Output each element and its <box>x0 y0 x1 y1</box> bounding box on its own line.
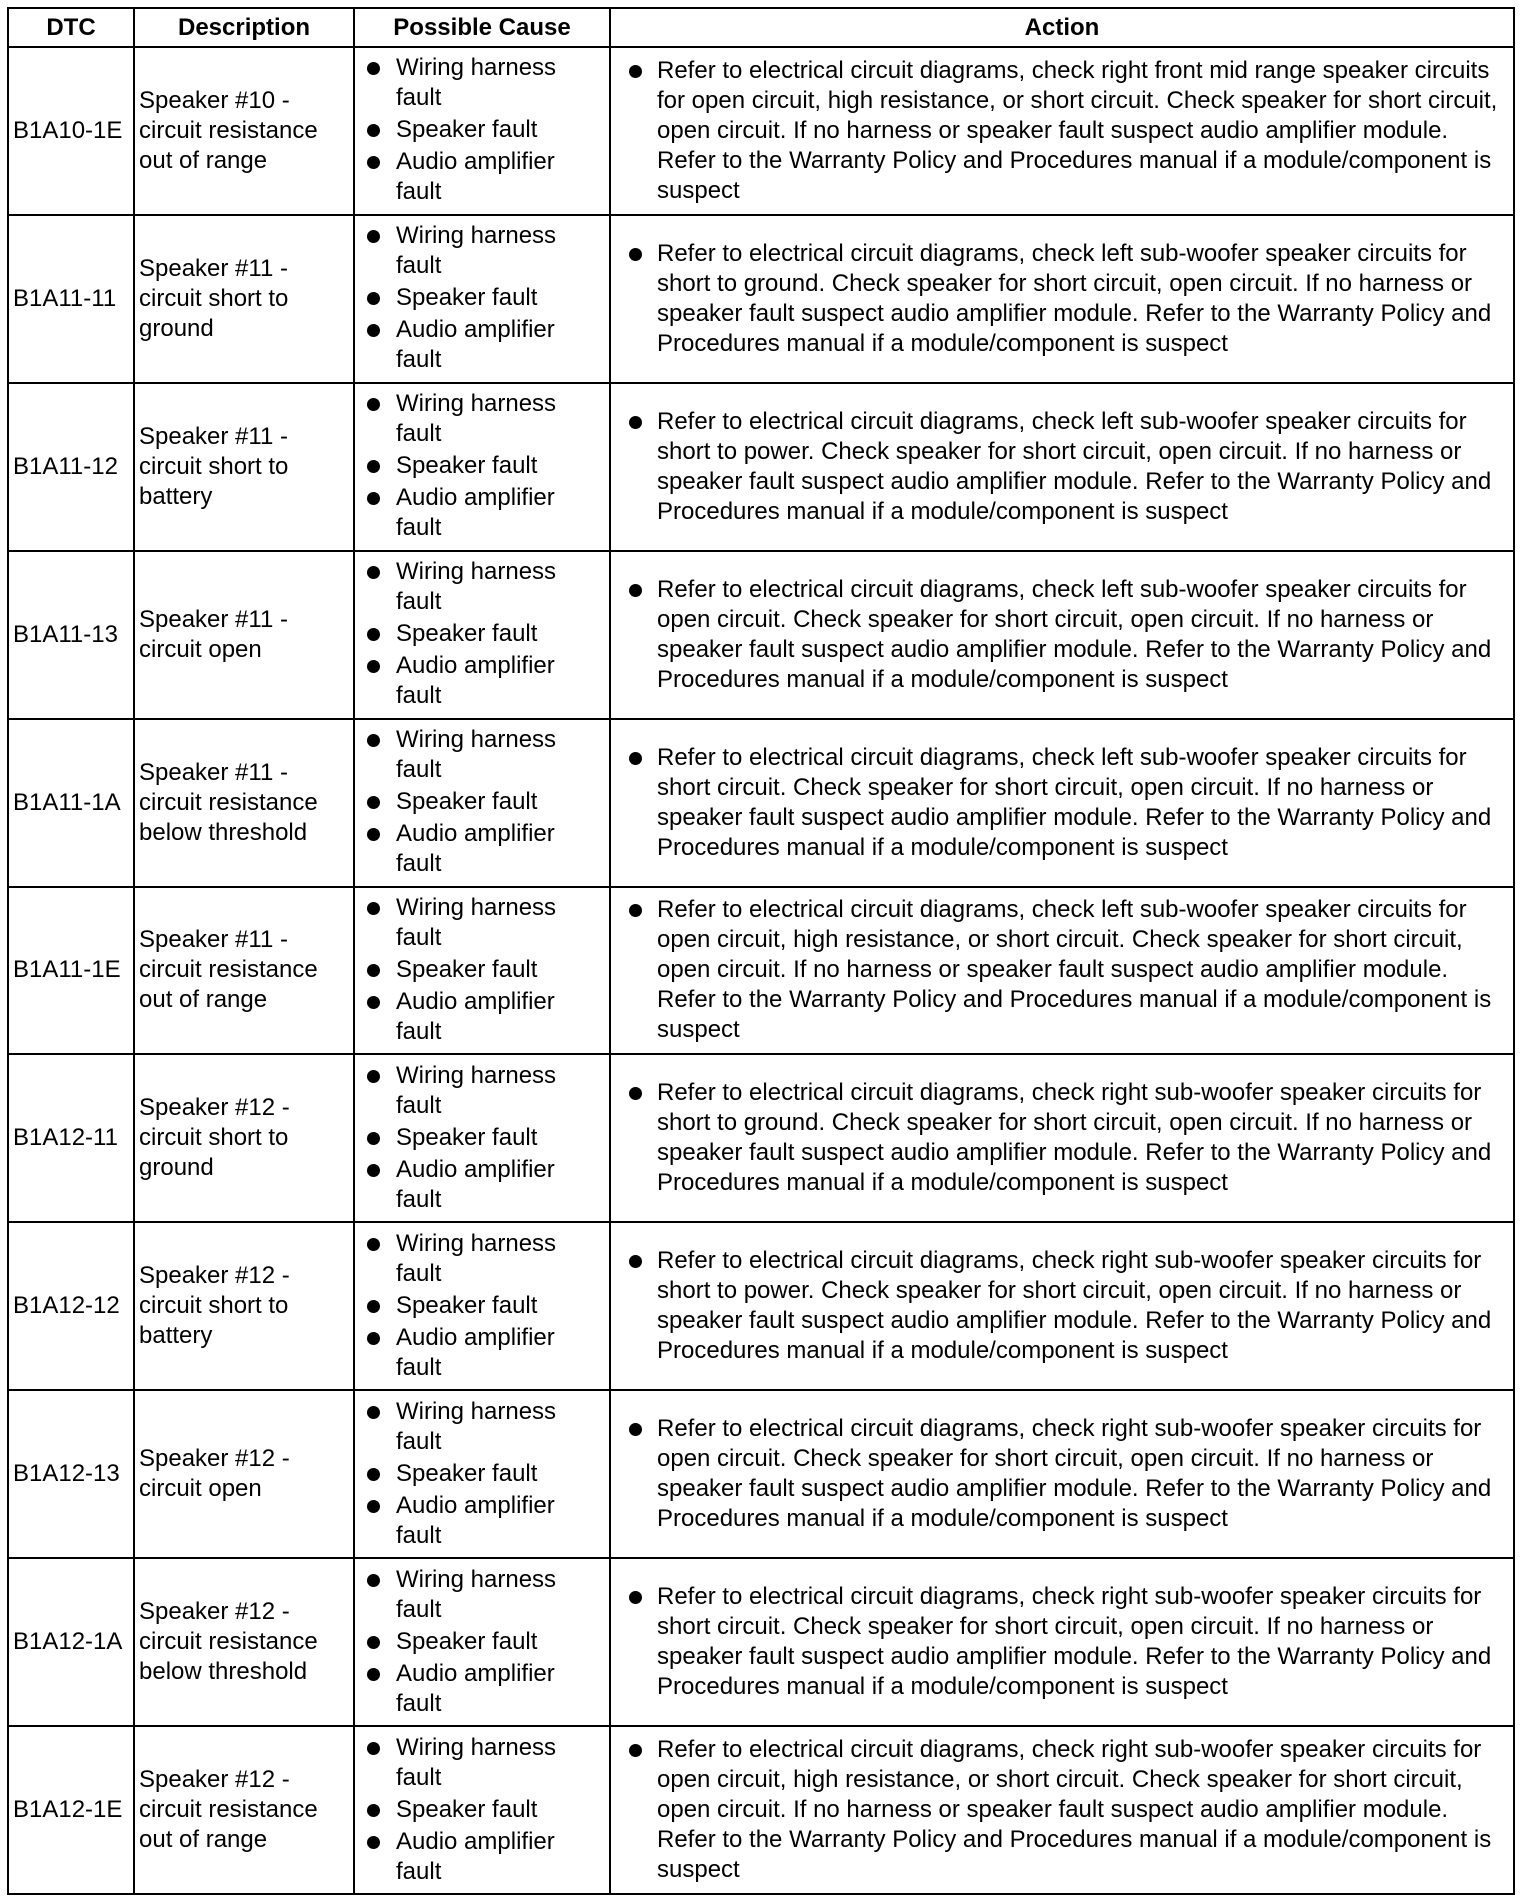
action-cell <box>610 1054 1514 1222</box>
table-row <box>8 383 1514 551</box>
dtc-description: Speaker #12 - circuit resistance out of range <box>134 1726 354 1894</box>
action-cell <box>610 551 1514 719</box>
possible-cause-list <box>359 1061 605 1215</box>
dtc-description: Speaker #12 - circuit short to ground <box>134 1054 354 1222</box>
possible-cause-item: Speaker fault <box>359 1459 605 1489</box>
possible-cause-item: Speaker fault <box>359 115 605 145</box>
table-body <box>8 47 1514 1894</box>
dtc-code: B1A12-1A <box>8 1558 134 1726</box>
possible-cause-list <box>359 53 605 207</box>
header-possible-cause: Possible Cause <box>354 8 610 47</box>
possible-cause-item: Speaker fault <box>359 1291 605 1321</box>
table-row <box>8 551 1514 719</box>
possible-cause-list <box>359 389 605 543</box>
possible-cause-item: Speaker fault <box>359 283 605 313</box>
possible-cause-item: Wiring harness fault <box>359 1733 605 1793</box>
possible-cause-item: Wiring harness fault <box>359 1061 605 1121</box>
possible-cause-list <box>359 1565 605 1719</box>
possible-cause-item: Audio amplifier fault <box>359 1827 605 1887</box>
action-list <box>615 407 1507 527</box>
possible-cause-list <box>359 725 605 879</box>
action-list <box>615 1582 1507 1702</box>
dtc-code: B1A11-13 <box>8 551 134 719</box>
header-dtc: DTC <box>8 8 134 47</box>
possible-cause-item: Speaker fault <box>359 1123 605 1153</box>
possible-cause-cell <box>354 215 610 383</box>
table-row <box>8 1726 1514 1894</box>
action-text: Refer to electrical circuit diagrams, check right sub-woofer speaker circuits for open circuit, high resistance, or short circuit. Check speaker for short circuit, open circuit. If no harness or speaker fault suspect audio amplifier module. Refer to the Warranty Policy and Procedures manual if a module/component is suspect <box>615 1735 1507 1885</box>
dtc-code: B1A11-1A <box>8 719 134 887</box>
possible-cause-item: Speaker fault <box>359 955 605 985</box>
action-list <box>615 1078 1507 1198</box>
header-description: Description <box>134 8 354 47</box>
dtc-description: Speaker #11 - circuit short to battery <box>134 383 354 551</box>
possible-cause-cell <box>354 1222 610 1390</box>
possible-cause-list <box>359 1229 605 1383</box>
possible-cause-cell <box>354 887 610 1055</box>
dtc-description: Speaker #12 - circuit resistance below threshold <box>134 1558 354 1726</box>
action-list <box>615 239 1507 359</box>
possible-cause-item: Wiring harness fault <box>359 53 605 113</box>
possible-cause-item: Speaker fault <box>359 1795 605 1825</box>
header-row <box>8 8 1514 47</box>
action-cell <box>610 47 1514 215</box>
table-row <box>8 1222 1514 1390</box>
possible-cause-cell <box>354 551 610 719</box>
possible-cause-item: Audio amplifier fault <box>359 1491 605 1551</box>
table-row <box>8 887 1514 1055</box>
action-text: Refer to electrical circuit diagrams, check right sub-woofer speaker circuits for short to power. Check speaker for short circuit, open circuit. If no harness or speaker fault suspect audio amplifier module. Refer to the Warranty Policy and Procedures manual if a module/component is suspect <box>615 1246 1507 1366</box>
dtc-code: B1A11-11 <box>8 215 134 383</box>
possible-cause-cell <box>354 1390 610 1558</box>
table-row <box>8 1558 1514 1726</box>
dtc-description: Speaker #11 - circuit resistance below threshold <box>134 719 354 887</box>
action-list <box>615 1735 1507 1885</box>
action-text: Refer to electrical circuit diagrams, check right sub-woofer speaker circuits for short to ground. Check speaker for short circuit, open circuit. If no harness or speaker fault suspect audio amplifier module. Refer to the Warranty Policy and Procedures manual if a module/component is suspect <box>615 1078 1507 1198</box>
possible-cause-item: Wiring harness fault <box>359 389 605 449</box>
possible-cause-item: Audio amplifier fault <box>359 147 605 207</box>
possible-cause-item: Wiring harness fault <box>359 893 605 953</box>
action-list <box>615 1414 1507 1534</box>
possible-cause-item: Wiring harness fault <box>359 221 605 281</box>
dtc-code: B1A12-12 <box>8 1222 134 1390</box>
dtc-table <box>7 7 1515 1895</box>
action-list <box>615 743 1507 863</box>
possible-cause-item: Audio amplifier fault <box>359 315 605 375</box>
possible-cause-list <box>359 1397 605 1551</box>
dtc-code: B1A10-1E <box>8 47 134 215</box>
action-text: Refer to electrical circuit diagrams, check left sub-woofer speaker circuits for open circuit. Check speaker for short circuit, open circuit. If no harness or speaker fault suspect audio amplifier module. Refer to the Warranty Policy and Procedures manual if a module/component is suspect <box>615 575 1507 695</box>
possible-cause-item: Audio amplifier fault <box>359 483 605 543</box>
table-row <box>8 1054 1514 1222</box>
action-list <box>615 1246 1507 1366</box>
table-row <box>8 719 1514 887</box>
possible-cause-item: Audio amplifier fault <box>359 987 605 1047</box>
dtc-description: Speaker #12 - circuit short to battery <box>134 1222 354 1390</box>
action-cell <box>610 1390 1514 1558</box>
possible-cause-item: Wiring harness fault <box>359 1397 605 1457</box>
possible-cause-item: Audio amplifier fault <box>359 1659 605 1719</box>
possible-cause-cell <box>354 383 610 551</box>
possible-cause-item: Audio amplifier fault <box>359 1155 605 1215</box>
dtc-description: Speaker #10 - circuit resistance out of range <box>134 47 354 215</box>
action-cell <box>610 1558 1514 1726</box>
dtc-description: Speaker #11 - circuit open <box>134 551 354 719</box>
action-text: Refer to electrical circuit diagrams, check left sub-woofer speaker circuits for short to ground. Check speaker for short circuit, open circuit. If no harness or speaker fault suspect audio amplifier module. Refer to the Warranty Policy and Procedures manual if a module/component is suspect <box>615 239 1507 359</box>
possible-cause-item: Wiring harness fault <box>359 1229 605 1289</box>
action-text: Refer to electrical circuit diagrams, check left sub-woofer speaker circuits for open circuit, high resistance, or short circuit. Check speaker for short circuit, open circuit. If no harness or speaker fault suspect audio amplifier module. Refer to the Warranty Policy and Procedures manual if a module/component is suspect <box>615 895 1507 1045</box>
action-list <box>615 56 1507 206</box>
action-cell <box>610 887 1514 1055</box>
dtc-code: B1A12-1E <box>8 1726 134 1894</box>
action-cell <box>610 719 1514 887</box>
dtc-code: B1A11-1E <box>8 887 134 1055</box>
action-cell <box>610 383 1514 551</box>
possible-cause-cell <box>354 1726 610 1894</box>
possible-cause-item: Audio amplifier fault <box>359 819 605 879</box>
possible-cause-cell <box>354 1558 610 1726</box>
possible-cause-item: Wiring harness fault <box>359 1565 605 1625</box>
possible-cause-cell <box>354 719 610 887</box>
header-action: Action <box>610 8 1514 47</box>
possible-cause-cell <box>354 47 610 215</box>
possible-cause-list <box>359 221 605 375</box>
action-list <box>615 895 1507 1045</box>
possible-cause-item: Wiring harness fault <box>359 557 605 617</box>
possible-cause-list <box>359 1733 605 1887</box>
possible-cause-list <box>359 893 605 1047</box>
action-text: Refer to electrical circuit diagrams, check right sub-woofer speaker circuits for open circuit. Check speaker for short circuit, open circuit. If no harness or speaker fault suspect audio amplifier module. Refer to the Warranty Policy and Procedures manual if a module/component is suspect <box>615 1414 1507 1534</box>
dtc-description: Speaker #11 - circuit short to ground <box>134 215 354 383</box>
dtc-code: B1A12-13 <box>8 1390 134 1558</box>
action-text: Refer to electrical circuit diagrams, check right front mid range speaker circuits for open circuit, high resistance, or short circuit. Check speaker for short circuit, open circuit. If no harness or speaker fault suspect audio amplifier module. Refer to the Warranty Policy and Procedures manual if a module/component is suspect <box>615 56 1507 206</box>
action-text: Refer to electrical circuit diagrams, check left sub-woofer speaker circuits for short to power. Check speaker for short circuit, open circuit. If no harness or speaker fault suspect audio amplifier module. Refer to the Warranty Policy and Procedures manual if a module/component is suspect <box>615 407 1507 527</box>
dtc-code: B1A12-11 <box>8 1054 134 1222</box>
possible-cause-list <box>359 557 605 711</box>
dtc-description: Speaker #11 - circuit resistance out of range <box>134 887 354 1055</box>
possible-cause-cell <box>354 1054 610 1222</box>
action-cell <box>610 1222 1514 1390</box>
action-cell <box>610 1726 1514 1894</box>
possible-cause-item: Wiring harness fault <box>359 725 605 785</box>
action-cell <box>610 215 1514 383</box>
possible-cause-item: Audio amplifier fault <box>359 651 605 711</box>
action-list <box>615 575 1507 695</box>
possible-cause-item: Speaker fault <box>359 451 605 481</box>
dtc-code: B1A11-12 <box>8 383 134 551</box>
possible-cause-item: Speaker fault <box>359 1627 605 1657</box>
action-text: Refer to electrical circuit diagrams, check left sub-woofer speaker circuits for short circuit. Check speaker for short circuit, open circuit. If no harness or speaker fault suspect audio amplifier module. Refer to the Warranty Policy and Procedures manual if a module/component is suspect <box>615 743 1507 863</box>
possible-cause-item: Speaker fault <box>359 619 605 649</box>
table-row <box>8 47 1514 215</box>
possible-cause-item: Audio amplifier fault <box>359 1323 605 1383</box>
dtc-description: Speaker #12 - circuit open <box>134 1390 354 1558</box>
table-row <box>8 1390 1514 1558</box>
possible-cause-item: Speaker fault <box>359 787 605 817</box>
table-row <box>8 215 1514 383</box>
action-text: Refer to electrical circuit diagrams, check right sub-woofer speaker circuits for short circuit. Check speaker for short circuit, open circuit. If no harness or speaker fault suspect audio amplifier module. Refer to the Warranty Policy and Procedures manual if a module/component is suspect <box>615 1582 1507 1702</box>
